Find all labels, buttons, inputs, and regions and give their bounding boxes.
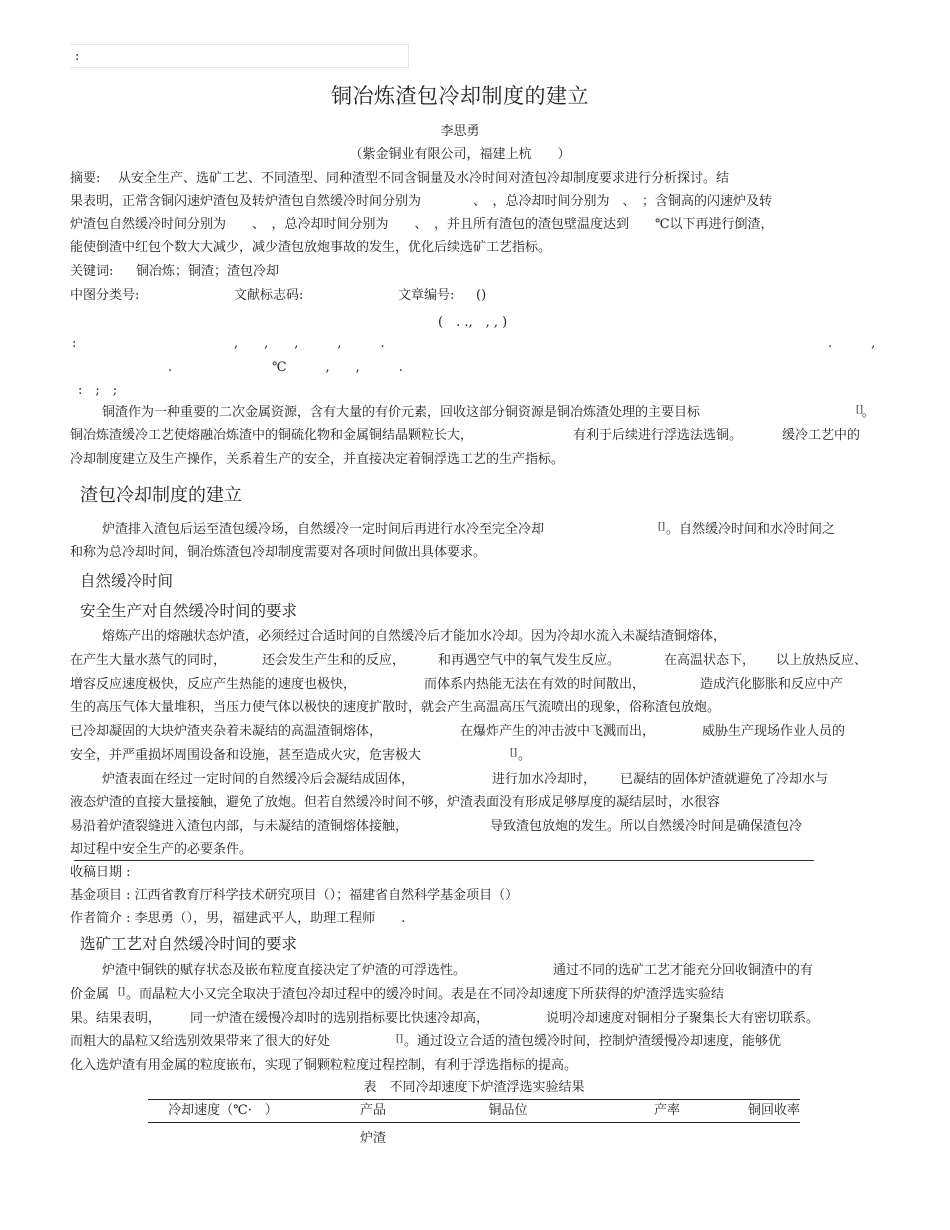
text-run: 说明冷却速度对铜相分子聚集长大有密切联系。 <box>546 1011 820 1026</box>
text-run: 炉渣排入渣包后运至渣包缓冷场，自然缓冷一定时间后再进行水冷至完全冷却 <box>102 522 545 537</box>
author-bio: 作者简介 : 李思勇（），男，福建武平人，助理工程师 . <box>70 911 406 926</box>
text-run: 导致渣包放炮的发生。所以自然缓冷时间是确保渣包冷 <box>490 819 803 834</box>
text-run: 而粗大的晶粒又给选别效果带来了很大的好处 <box>70 1034 331 1049</box>
text-run: 。 <box>518 748 532 763</box>
table-header-row <box>148 1100 800 1122</box>
text-run: 液态炉渣的直接大量接触，避免了放炮。但若自然缓冷时间不够，炉渣表面没有形成足够厚度的凝结层时，水很容 <box>70 795 721 810</box>
text-run: 有利于后续进行浮选法选铜。 <box>573 428 743 443</box>
text-run: 熔炼产出的熔融状态炉渣，必须经过合适时间的自然缓冷后才能加水冷却。因为冷却水流入未凝结渣铜熔体， <box>102 629 727 644</box>
table-cell: 炉渣 <box>359 1131 386 1146</box>
text-run: 铜冶炼渣缓冷工艺使熔融冶炼渣中的铜硫化物和金属铜结晶颗粒长大， <box>70 428 474 443</box>
table-caption: 表 不同冷却速度下炉渣浮选实验结果 <box>363 1080 585 1095</box>
received-date: 收稿日期 : <box>70 865 131 880</box>
fund-project: 基金项目 : 江西省教育厅科学技术研究项目（）；福建省自然科学基金项目（） <box>70 888 519 903</box>
table-header-cell: 铜回收率 <box>747 1103 800 1118</box>
text-run: 却过程中安全生产的必要条件。 <box>70 842 253 857</box>
text-run: 价金属 <box>70 987 110 1002</box>
running-header: : <box>75 49 80 64</box>
text-run: 已冷却凝固的大块炉渣夹杂着未凝结的高温渣铜熔体， <box>70 724 383 739</box>
english-line: : <box>72 336 77 351</box>
keywords-label: 关键词: <box>70 264 114 279</box>
text-run: 。 <box>862 405 876 420</box>
table-cell <box>568 1127 680 1151</box>
keywords-text: 铜冶炼；铜渣；渣包冷却 <box>136 264 280 279</box>
text-run: 化入选炉渣有用金属的粒度嵌布，实现了铜颗粒粒度过程控制，有利于浮选指标的提高。 <box>70 1058 578 1073</box>
abstract-label: 摘要: <box>70 171 101 186</box>
clc-label: 中图分类号: <box>70 288 140 303</box>
text-run: 生的高压气体大量堆积，当压力使气体以极快的速度扩散时，就会产生高温高压气流喷出的现象，俗称渣包放炮。 <box>70 700 721 715</box>
text-run: 还会发生产生和的反应， <box>262 653 406 668</box>
table-row <box>148 1123 800 1151</box>
running-header-box <box>70 44 409 68</box>
paper-title: 铜冶炼渣包冷却制度的建立 <box>331 84 589 108</box>
table-header-cell: 产品 <box>359 1103 386 1118</box>
subsection-heading: 安全生产对自然缓冷时间的要求 <box>80 602 298 620</box>
table-cell <box>680 1127 800 1151</box>
abstract-line: 能使倒渣中红包个数大大减少，减少渣包放炮事故的发生，优化后续选矿工艺指标。 <box>70 240 552 255</box>
text-run: 冷却制度建立及生产操作，关系着生产的安全，并直接决定着铜浮选工艺的生产指标。 <box>70 452 565 467</box>
text-run: 增容反应速度极快，反应产生热能的速度也极快， <box>70 677 357 692</box>
text-run: 威胁生产现场作业人员的 <box>702 724 846 739</box>
text-run: 和再遇空气中的氧气发生反应。 <box>438 653 621 668</box>
text-run: 在产生大量水蒸气的同时， <box>70 653 227 668</box>
text-run: 易沿着炉渣裂缝进入渣包内部，与未凝结的渣铜熔体接触， <box>70 819 409 834</box>
text-run: 果。结果表明， <box>70 1011 162 1026</box>
text-run: 已凝结的固体炉渣就避免了冷却水与 <box>620 772 829 787</box>
text-run: 安全，并严重损坏周围设备和设施，甚至造成火灾，危害极大 <box>70 748 422 763</box>
text-run: 在爆炸产生的冲击波中飞溅而出， <box>460 724 656 739</box>
text-run: 以上放热反应、 <box>776 653 868 668</box>
english-line: ℃ , , . <box>272 360 403 375</box>
text-run: 。通过设立合适的渣包缓冷时间，控制炉渣缓慢冷却速度，能够优 <box>404 1034 782 1049</box>
table-header-cell: 铜品位 <box>488 1103 528 1118</box>
text-run: 通过不同的选矿工艺才能充分回收铜渣中的有 <box>553 963 814 978</box>
citation-mark: [] <box>658 522 666 532</box>
english-line: , , , , . <box>234 336 385 351</box>
section-heading: 渣包冷却制度的建立 <box>80 485 242 506</box>
text-run: 。而晶粒大小又完全取决于渣包冷却过程中的缓冷时间。表是在不同冷却速度下所获得的炉渣浮选实验结 <box>126 987 725 1002</box>
text-run: 。自然缓冷时间和水冷时间之 <box>666 522 836 537</box>
article-no-value: () <box>476 288 487 303</box>
text-run: 铜渣作为一种重要的二次金属资源，含有大量的有价元素，回收这部分铜资源是铜冶炼渣处理的主要目标 <box>102 405 701 420</box>
english-affiliation: ( . ., , , ) <box>438 315 508 330</box>
abstract-line: 炉渣包自然缓冷时间分别为 、 ，总冷却时间分别为 、 ，并且所有渣包的渣包壁温度达到 ℃以下再进行倒渣， <box>70 217 774 232</box>
english-line: . , <box>828 336 876 351</box>
author: 李思勇 <box>440 124 480 139</box>
english-line: . <box>168 360 173 375</box>
article-no-label: 文章编号: <box>398 288 455 303</box>
affiliation: （紫金铜业有限公司，福建上杭 ） <box>349 147 571 162</box>
text-run: 而体系内热能无法在有效的时间散出， <box>424 677 646 692</box>
doc-code-label: 文献标志码: <box>234 288 304 303</box>
citation-mark: [] <box>856 405 864 415</box>
text-run: 在高温状态下， <box>664 653 756 668</box>
text-run: 同一炉渣在缓慢冷却时的选别指标要比快速冷却高， <box>190 1011 490 1026</box>
subsection-heading: 选矿工艺对自然缓冷时间的要求 <box>80 935 298 953</box>
citation-mark: [] <box>118 987 126 997</box>
citation-mark: [] <box>396 1034 404 1044</box>
text-run: 进行加水冷却时， <box>492 772 597 787</box>
english-keywords: : ; ; <box>78 383 118 398</box>
footnote-divider <box>74 860 814 861</box>
table-header-cell: 冷却速度（℃· ） <box>168 1103 278 1118</box>
text-run: 缓冷工艺中的 <box>782 428 861 443</box>
table-header-cell: 产率 <box>653 1103 680 1118</box>
text-run: 造成汽化膨胀和反应中产 <box>700 677 844 692</box>
text-run: 炉渣表面在经过一定时间的自然缓冷后会凝结成固体， <box>102 772 415 787</box>
citation-mark: [] <box>510 748 518 758</box>
results-table <box>148 1078 800 1151</box>
subsection-heading: 自然缓冷时间 <box>80 572 174 590</box>
abstract-line: 从安全生产、选矿工艺、不同渣型、同种渣型不同含铜量及水冷时间对渣包冷却制度要求进行分析探讨。结 <box>118 171 730 186</box>
table-cell <box>448 1127 568 1151</box>
text-run: 炉渣中铜铁的赋存状态及嵌布粒度直接决定了炉渣的可浮选性。 <box>102 963 467 978</box>
abstract-line: 果表明，正常含铜闪速炉渣包及转炉渣包自然缓冷时间分别为 、 ，总冷却时间分别为 、 ；含铜高的闪速炉及转 <box>70 194 773 209</box>
table-cell <box>148 1127 298 1151</box>
text-run: 和称为总冷却时间，铜冶炼渣包冷却制度需要对各项时间做出具体要求。 <box>70 545 487 560</box>
